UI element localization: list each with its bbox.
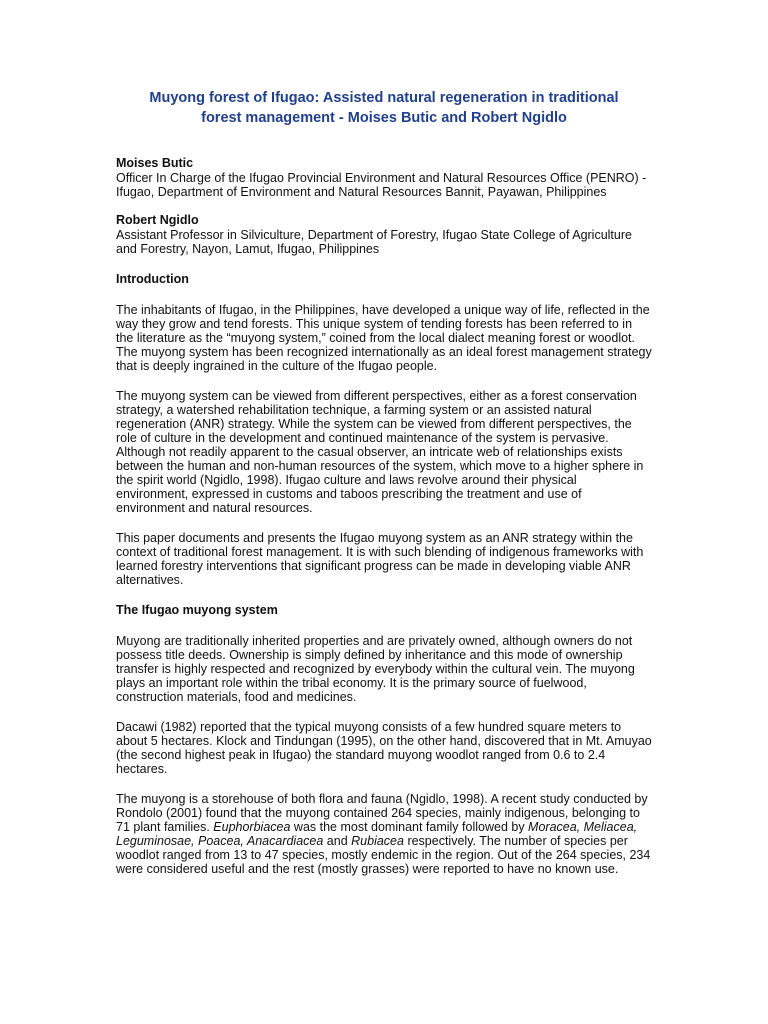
- paragraph: This paper documents and presents the Ifugao muyong system as an ANR strategy within the context of traditional forest management. It is with such blending of indigenous frameworks with learned forestry interventions that significant progress can be made in developing viable ANR alternatives.: [116, 531, 644, 587]
- paragraph: Muyong are traditionally inherited properties and are privately owned, although owners do not possess title deeds. Ownership is simply defined by inheritance and this mode of ownership transfer is highly respected and recognized by everybody within the cultural vein. The muyong plays an important role within the tribal economy. It is the primary source of fuelwood, construction materials, food and medicines.: [116, 634, 635, 704]
- author-affiliation: Officer In Charge of the Ifugao Provincial Environment and Natural Resources Office (PENRO) - Ifugao, Department of Environment and Natural Resources Bannit, Payawan, Philippines: [116, 171, 647, 199]
- author-block-butic: [116, 156, 652, 199]
- author-name: Robert Ngidlo: [116, 213, 199, 227]
- paragraph-flora-fauna: [116, 792, 652, 876]
- text-run: was the most dominant family followed by: [290, 820, 529, 834]
- paragraph: The muyong system can be viewed from different perspectives, either as a forest conservation strategy, a watershed rehabilitation technique, a farming system or an assisted natural regeneration (ANR) strategy. While the system can be viewed from different perspectives, the role of culture in the development and continued maintenance of the system is pervasive. Although not readily apparent to the casual observer, an intricate web of relationships exists between the human and non-human resources of the system, which move to a higher sphere in the spirit world (Ngidlo, 1998). Ifugao culture and laws revolve around their physical environment, expressed in customs and taboos prescribing the treatment and use of environment and natural resources.: [116, 389, 644, 515]
- author-block-ngidlo: [116, 213, 652, 256]
- text-run: and: [323, 834, 352, 848]
- paragraph: The inhabitants of Ifugao, in the Philippines, have developed a unique way of life, reflected in the way they grow and tend forests. This unique system of tending forests has been referred to in the literature as the “muyong system,” coined from the local dialect meaning forest or woodlot. The muyong system has been recognized internationally as an ideal forest management strategy that is deeply ingrained in the culture of the Ifugao people.: [116, 303, 652, 373]
- document-title: [116, 88, 652, 128]
- author-name: Moises Butic: [116, 156, 194, 170]
- italic-family-names: Moracea, Meliacea, Leguminosae, Poacea, Anacardiacea: [116, 820, 638, 848]
- paragraph: Dacawi (1982) reported that the typical muyong consists of a few hundred square meters to about 5 hectares. Klock and Tindungan (1995), on the other hand, discovered that in Mt. Amuyao (the second highest peak in Ifugao) the standard muyong woodlot ranged from 0.6 to 2.4 hectares.: [116, 720, 652, 776]
- text-run: respectively. The number of species per woodlot ranged from 13 to 47 species, mostly endemic in the region. Out of the 264 species, 234 were considered useful and the rest (mostly grasses) were reported to have no known use.: [116, 834, 651, 876]
- author-affiliation: Assistant Professor in Silviculture, Department of Forestry, Ifugao State College of Agriculture and Forestry, Nayon, Lamut, Ifugao, Philippines: [116, 228, 632, 256]
- section-heading-muyong-system: The Ifugao muyong system: [116, 603, 278, 617]
- italic-family-name: Rubiacea: [351, 834, 404, 848]
- title-line-2: forest management - Moises Butic and Robert Ngidlo: [201, 110, 567, 126]
- text-run: The muyong is a storehouse of both flora and fauna (Ngidlo, 1998). A recent study conducted by Rondolo (2001) found that the muyong contained 264 species, mainly indigenous, belonging to 71 plant families.: [116, 792, 648, 834]
- section-heading-introduction: Introduction: [116, 272, 189, 286]
- italic-family-name: Euphorbiacea: [213, 820, 291, 834]
- title-line-1: Muyong forest of Ifugao: Assisted natural regeneration in traditional: [149, 90, 619, 106]
